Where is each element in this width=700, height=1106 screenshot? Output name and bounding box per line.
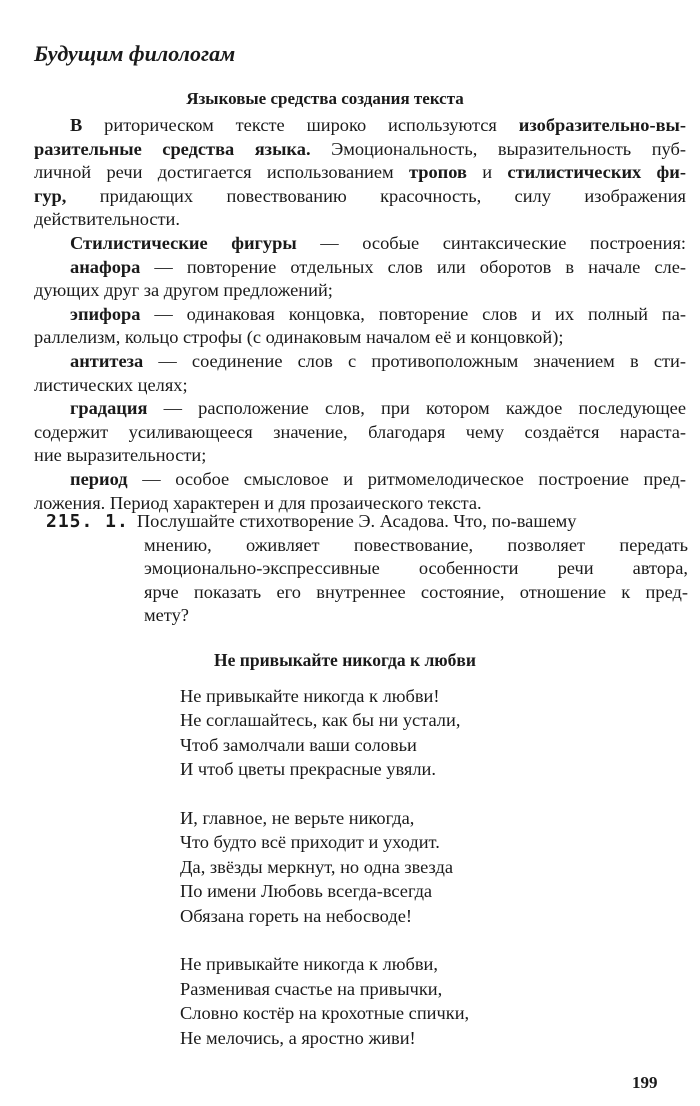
poem-line: Словно костёр на крохотные спички, xyxy=(180,1003,470,1024)
exercise-line: мету? xyxy=(144,605,189,626)
theory-heading: Языковые средства создания текста xyxy=(186,89,464,108)
poem-line: Что будто всё приходит и уходит. xyxy=(180,832,440,853)
poem-stanza xyxy=(180,806,469,928)
exercise-number: 215. 1. xyxy=(46,511,129,532)
theory-block xyxy=(34,114,686,515)
theory-line: ние выразительности; xyxy=(34,445,207,466)
poem-title: Не привыкайте никогда к любви xyxy=(214,650,476,670)
definition-antithesis: антитеза — соединение слов с противоположным значением в сти- xyxy=(70,350,686,371)
definition-epiphora: эпифора — одинаковая концовка, повторение слов и их полный па- xyxy=(70,303,686,324)
poem-stanza xyxy=(180,684,469,782)
theory-line: раллелизм, кольцо строфы (с одинаковым началом её и концовкой); xyxy=(34,327,564,348)
theory-line: дующих друг за другом предложений; xyxy=(34,280,333,301)
exercise-line: ярче показать его внутреннее состояние, отношение к пред- xyxy=(144,581,688,602)
poem-line: Обязана гореть на небосводе! xyxy=(180,905,412,926)
poem-line: Чтоб замолчали ваши соловьи xyxy=(180,734,417,755)
theory-line: В риторическом тексте широко используются изобразительно-вы- xyxy=(70,115,686,135)
poem-line: Разменивая счастье на привычки, xyxy=(180,978,443,999)
theory-line: содержит усиливающееся значение, благодаря чему создаётся нараста- xyxy=(34,421,686,442)
poem-line: И, главное, не верьте никогда, xyxy=(180,808,415,829)
theory-line: ложения. Период характерен и для прозаического текста. xyxy=(34,492,482,513)
poem-line: Не соглашайтесь, как бы ни устали, xyxy=(180,710,461,731)
definition-anaphora: анафора — повторение отдельных слов или оборотов в начале сле- xyxy=(70,256,686,277)
poem-line: Не привыкайте никогда к любви, xyxy=(180,954,438,975)
exercise-line: 215. 1. Послушайте стихотворение Э. Асадова. Что, по-вашему xyxy=(46,511,577,532)
theory-line: разительные средства языка. Эмоциональность, выразительность пуб- xyxy=(34,138,686,159)
poem-line: По имени Любовь всегда-всегда xyxy=(180,881,433,902)
poem-line: Да, звёзды меркнут, но одна звезда xyxy=(180,856,454,877)
page-number: 199 xyxy=(632,1073,658,1092)
poem-line: Не мелочись, а яростно живи! xyxy=(180,1027,416,1048)
exercise-215 xyxy=(46,510,688,628)
stylistic-figures-intro: Стилистические фигуры — особые синтаксические построения: xyxy=(70,232,687,253)
poem-line: И чтоб цветы прекрасные увяли. xyxy=(180,759,436,780)
section-title: Будущим филологам xyxy=(34,41,236,66)
poem-line: Не привыкайте никогда к любви! xyxy=(180,686,440,706)
definition-period: период — особое смысловое и ритмомелодическое построение пред- xyxy=(70,468,686,489)
theory-line: гур, придающих повествованию красочность, силу изображения xyxy=(34,185,686,206)
poem xyxy=(180,684,469,1050)
exercise-line: мнению, оживляет повествование, позволяет передать xyxy=(144,534,688,555)
poem-stanza xyxy=(180,952,469,1050)
exercise-line: эмоционально-экспрессивные особенности речи автора, xyxy=(144,558,688,579)
theory-line: личной речи достигается использованием тропов и стилистических фи- xyxy=(34,162,686,183)
definition-gradation: градация — расположение слов, при котором каждое последующее xyxy=(70,398,686,419)
theory-line: листических целях; xyxy=(34,374,188,395)
theory-line: действительности. xyxy=(34,209,180,230)
